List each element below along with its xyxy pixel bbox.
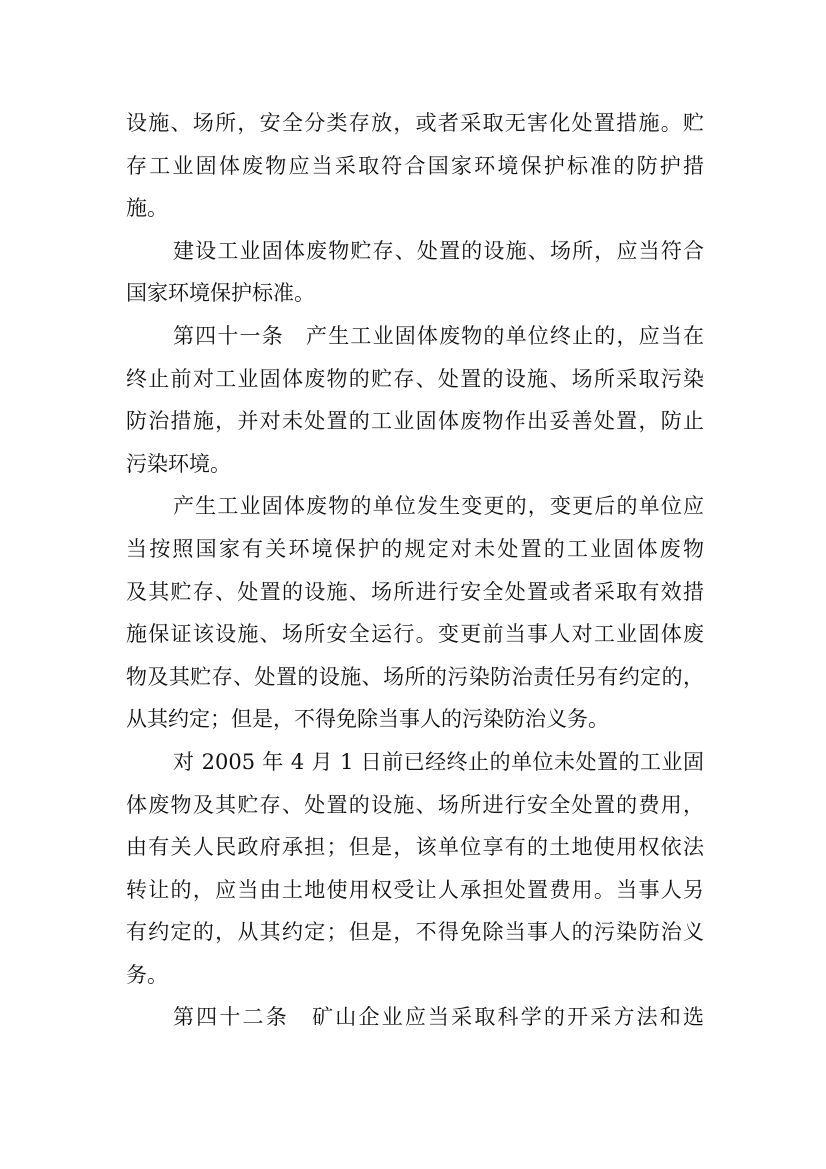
text-line: 施。: [126, 196, 168, 221]
text-line: 当按照国家有关环境保护的规定对未处置的工业固体废物: [126, 536, 704, 561]
article-41-heading-line: 第四十一条 产生工业固体废物的单位终止的，应当在: [173, 323, 704, 348]
text-line: 务。: [126, 962, 168, 987]
text-line: 设施、场所，安全分类存放，或者采取无害化处置措施。贮: [126, 111, 704, 135]
text-line: 物及其贮存、处置的设施、场所的污染防治责任另有约定的，: [126, 664, 704, 689]
article-42-heading-line: 第四十二条 矿山企业应当采取科学的开采方法和选: [173, 1005, 704, 1030]
text-line: 及其贮存、处置的设施、场所进行安全处置或者采取有效措: [126, 579, 704, 604]
text-line: 国家环境保护标准。: [126, 281, 315, 306]
text-line: 终止前对工业固体废物的贮存、处置的设施、场所采取污染: [126, 366, 704, 391]
text-line: 产生工业固体废物的单位发生变更的，变更后的单位应: [173, 494, 704, 519]
text-line: 污染环境。: [126, 451, 231, 476]
text-line: 转让的，应当由土地使用权受让人承担处置费用。当事人另: [126, 877, 704, 902]
text-line: 体废物及其贮存、处置的设施、场所进行安全处置的费用，: [126, 792, 704, 817]
text-line: 由有关人民政府承担；但是，该单位享有的土地使用权依法: [126, 835, 704, 860]
text-line: 建设工业固体废物贮存、处置的设施、场所，应当符合: [173, 238, 704, 263]
text-line: 有约定的，从其约定；但是，不得免除当事人的污染防治义: [126, 920, 704, 945]
text-line: 防治措施，并对未处置的工业固体废物作出妥善处置，防止: [126, 409, 704, 434]
document-body: [126, 102, 704, 1039]
text-line: 施保证该设施、场所安全运行。变更前当事人对工业固体废: [126, 622, 704, 647]
text-line: 对 2005 年 4 月 1 日前已经终止的单位未处置的工业固: [173, 749, 704, 774]
text-line: 从其约定；但是，不得免除当事人的污染防治义务。: [126, 707, 609, 732]
text-line: 存工业固体废物应当采取符合国家环境保护标准的防护措: [126, 153, 704, 178]
